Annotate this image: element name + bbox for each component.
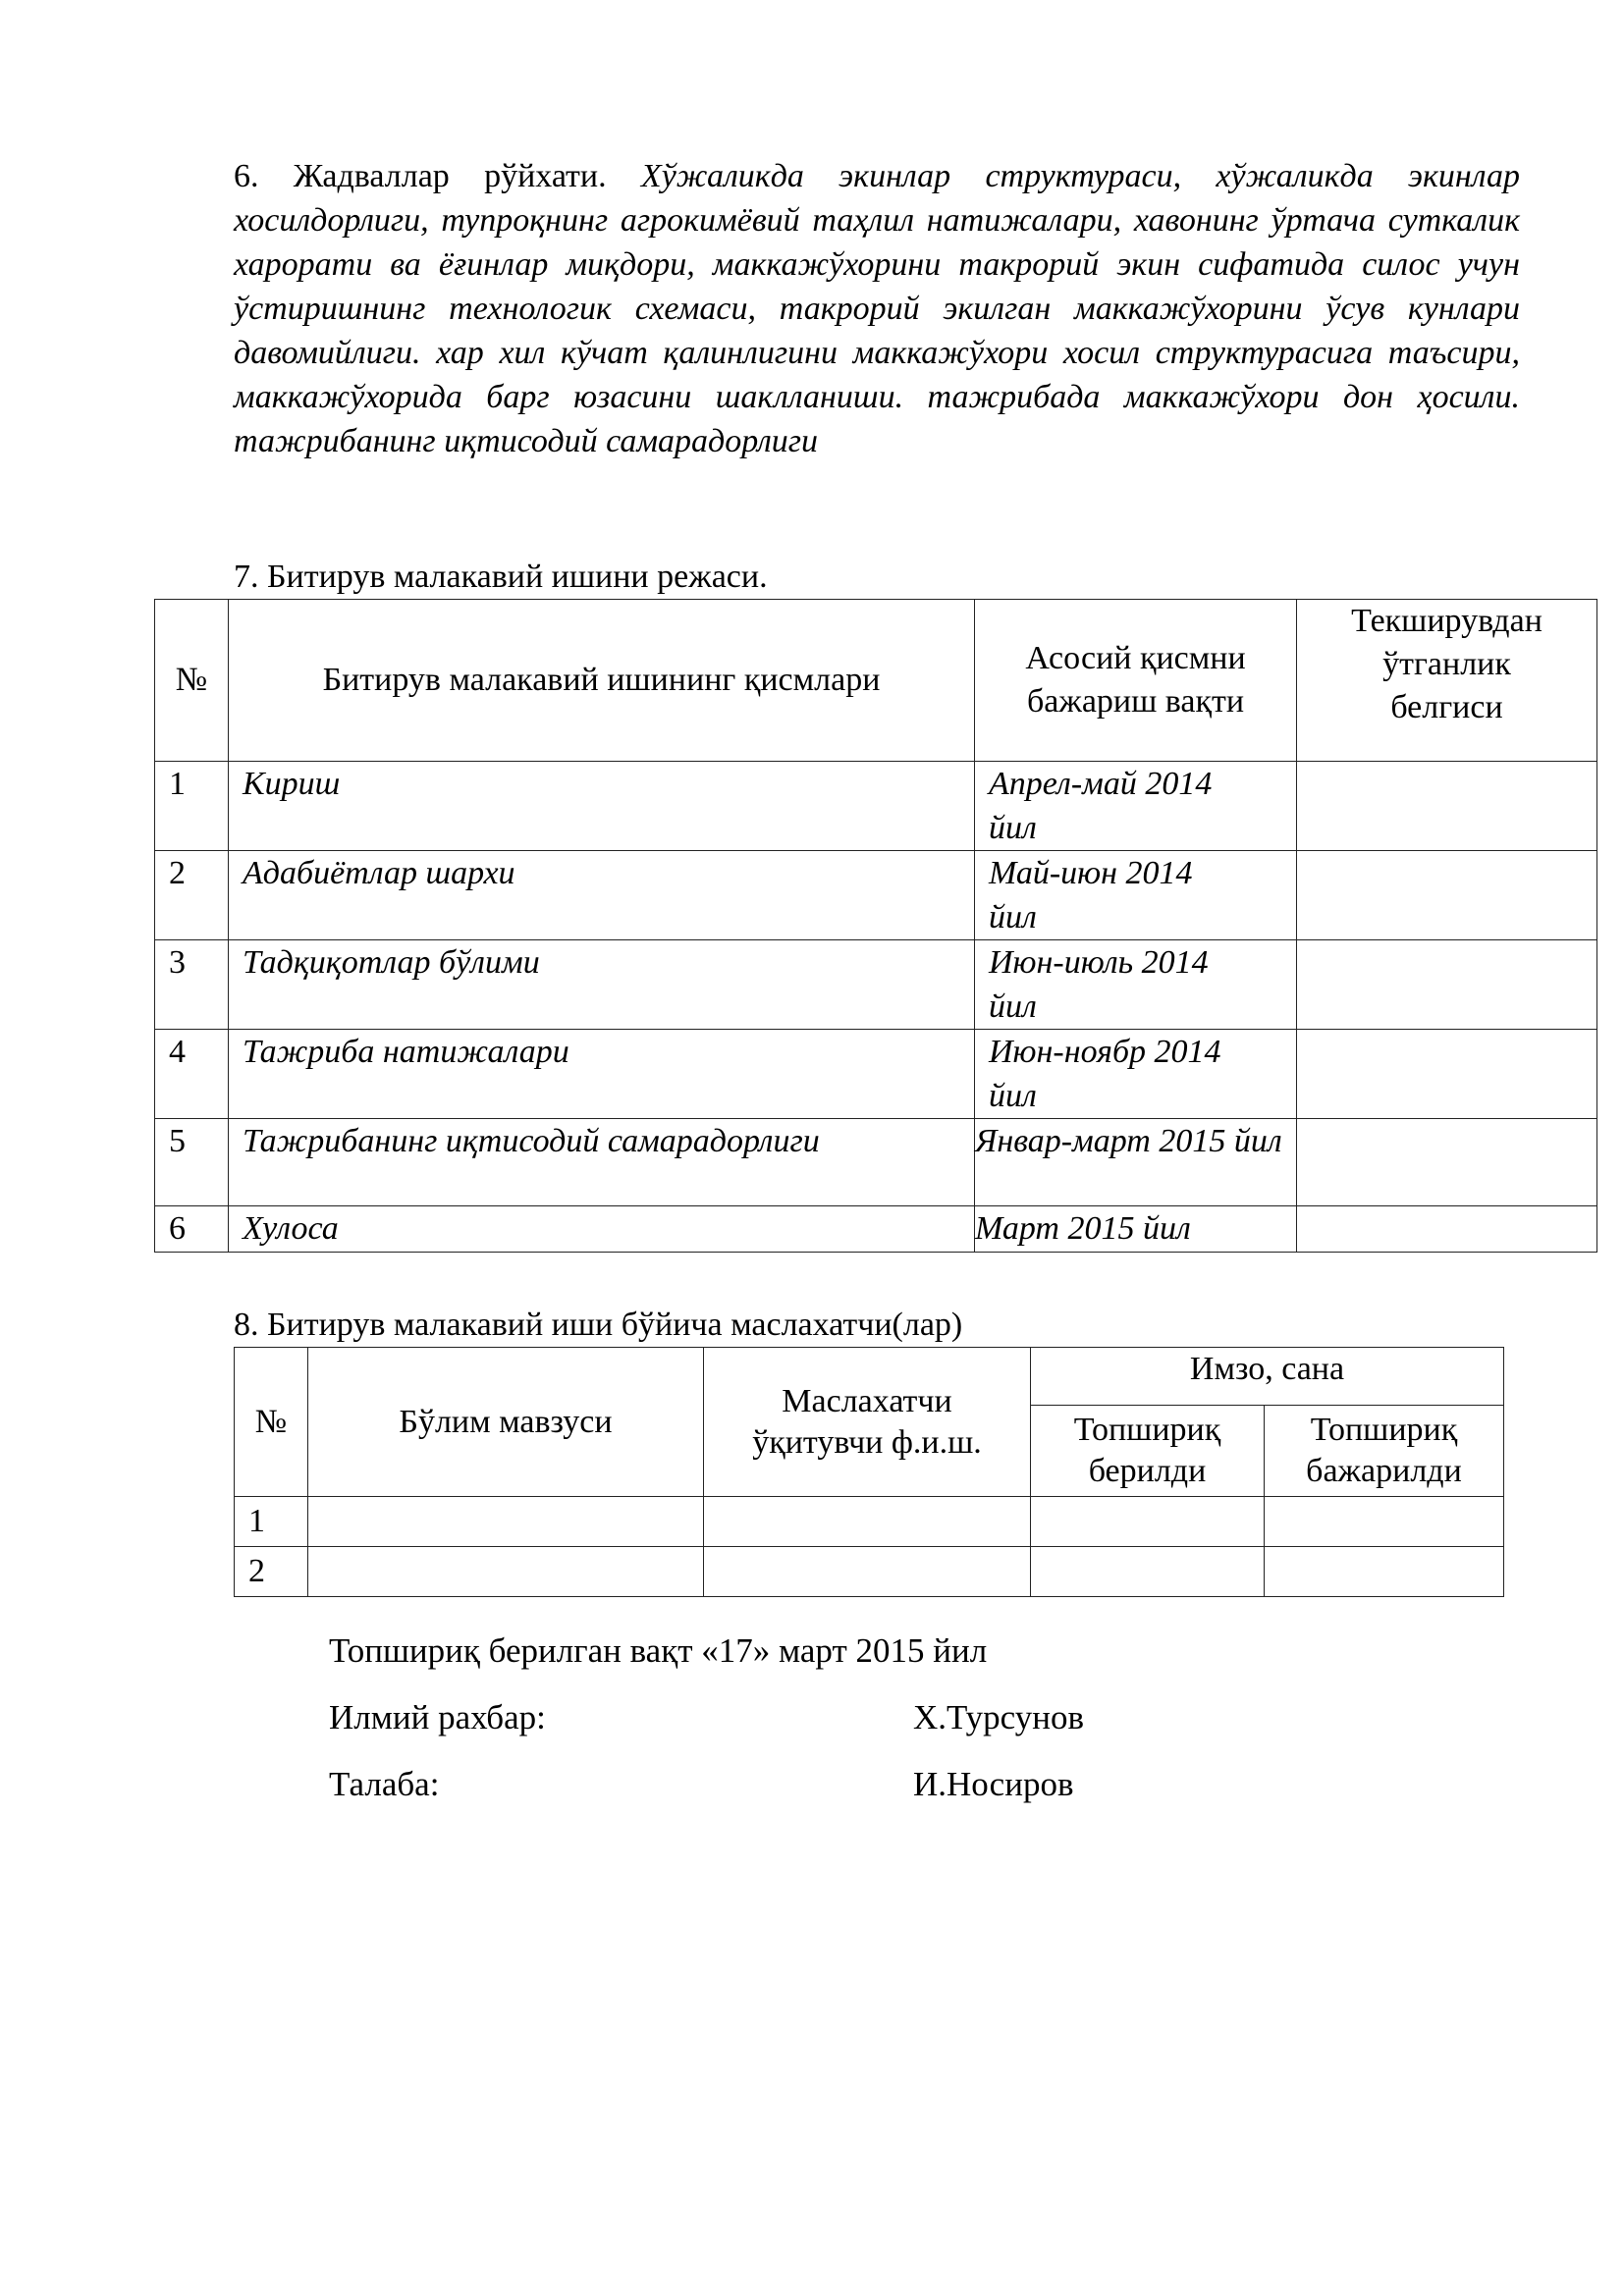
consultants-row-given [1031, 1547, 1265, 1597]
student-name: И.Носиров [913, 1765, 1074, 1803]
plan-header-part: Битирув малакавий ишининг қисмлари [229, 600, 975, 762]
supervisor-name: Х.Турсунов [913, 1698, 1084, 1736]
plan-row-part: Тажрибанинг иқтисодий самарадорлиги [229, 1119, 975, 1206]
plan-header-time: Асосий қисмни бажариш вақти [975, 600, 1297, 762]
assignment-date-line: Топшириқ берилган вақт «17» март 2015 йил [329, 1631, 988, 1670]
plan-row [155, 1119, 1597, 1206]
consultants-row-topic [308, 1497, 704, 1547]
plan-row-time: Апрел-май 2014 йил [975, 762, 1297, 851]
consultants-row-advisor [704, 1497, 1031, 1547]
consultants-row-done [1265, 1547, 1504, 1597]
student-label: Талаба: [329, 1765, 440, 1803]
consultants-row [235, 1497, 1504, 1547]
plan-row-check [1297, 762, 1597, 851]
plan-row [155, 940, 1597, 1030]
consultants-row-topic [308, 1547, 704, 1597]
supervisor-label: Илмий рахбар: [329, 1698, 546, 1736]
plan-row-num: 2 [155, 851, 229, 940]
plan-header-check: Текширувдан ўтганлик белгиси [1297, 600, 1597, 762]
consultants-row-num: 2 [235, 1547, 308, 1597]
plan-row-part: Тажриба натижалари [229, 1030, 975, 1119]
consultants-row-num: 1 [235, 1497, 308, 1547]
section-6-paragraph [234, 154, 1520, 463]
consultants-header-advisor: Маслахатчи ўқитувчи ф.и.ш. [704, 1348, 1031, 1497]
plan-header-num: № [155, 600, 229, 762]
section-8-title: 8. Битирув малакавий иши бўйича маслахатчи(лар) [234, 1307, 963, 1343]
plan-row-num: 6 [155, 1206, 229, 1253]
section-6-text: Хўжаликда экинлар структураси, хўжаликда экинлар хосилдорлиги, тупроқнинг агрокимёвий таҳлил натижалари, хавонинг ўртача суткалик харорати ва ёғинлар миқдори, маккажўхорини такрорий экин сифатида силос учун ўстиришнинг технологик схемаси, такрорий экилган маккажўхорини ўсув кунлари давомийлиги. хар хил кўчат қалинлигини маккажўхори хосил структурасига таъсири, маккажўхорида барг юзасини шаклланиши. тажрибада маккажўхори дон ҳосили. тажрибанинг иқтисодий самарадорлиги [234, 158, 1521, 459]
plan-row-num: 5 [155, 1119, 229, 1206]
plan-row-part: Хулоса [229, 1206, 975, 1253]
consultants-table [234, 1347, 1504, 1597]
plan-row-part: Адабиётлар шархи [229, 851, 975, 940]
plan-row-part: Кириш [229, 762, 975, 851]
plan-row-check [1297, 1119, 1597, 1206]
plan-row [155, 762, 1597, 851]
plan-row-time: Июн-июль 2014 йил [975, 940, 1297, 1030]
consultants-row [235, 1547, 1504, 1597]
consultants-header-done: Топшириқ бажарилди [1265, 1406, 1504, 1497]
plan-row-part: Тадқиқотлар бўлими [229, 940, 975, 1030]
consultants-header-topic: Бўлим мавзуси [308, 1348, 704, 1497]
plan-row-time: Январ-март 2015 йил [975, 1119, 1297, 1206]
consultants-row-advisor [704, 1547, 1031, 1597]
consultants-header-given: Топшириқ берилди [1031, 1406, 1265, 1497]
consultants-row-done [1265, 1497, 1504, 1547]
plan-row-num: 1 [155, 762, 229, 851]
plan-row-time: Май-июн 2014 йил [975, 851, 1297, 940]
plan-row-time: Март 2015 йил [975, 1206, 1297, 1253]
plan-row [155, 1206, 1597, 1253]
plan-row [155, 1030, 1597, 1119]
consultants-header-sign: Имзо, сана [1031, 1348, 1504, 1406]
section-7-title: 7. Битирув малакавий ишини режаси. [234, 559, 768, 595]
plan-row-time: Июн-ноябр 2014 йил [975, 1030, 1297, 1119]
plan-row-num: 3 [155, 940, 229, 1030]
plan-row-num: 4 [155, 1030, 229, 1119]
plan-row [155, 851, 1597, 940]
section-6-lead: 6. Жадваллар рўйхати. [234, 158, 607, 194]
plan-row-check [1297, 1030, 1597, 1119]
plan-table [154, 599, 1597, 1253]
consultants-header-num: № [235, 1348, 308, 1497]
plan-row-check [1297, 1206, 1597, 1253]
plan-row-check [1297, 940, 1597, 1030]
plan-header-row [155, 600, 1597, 762]
consultants-header-row [235, 1348, 1504, 1406]
consultants-row-given [1031, 1497, 1265, 1547]
plan-row-check [1297, 851, 1597, 940]
